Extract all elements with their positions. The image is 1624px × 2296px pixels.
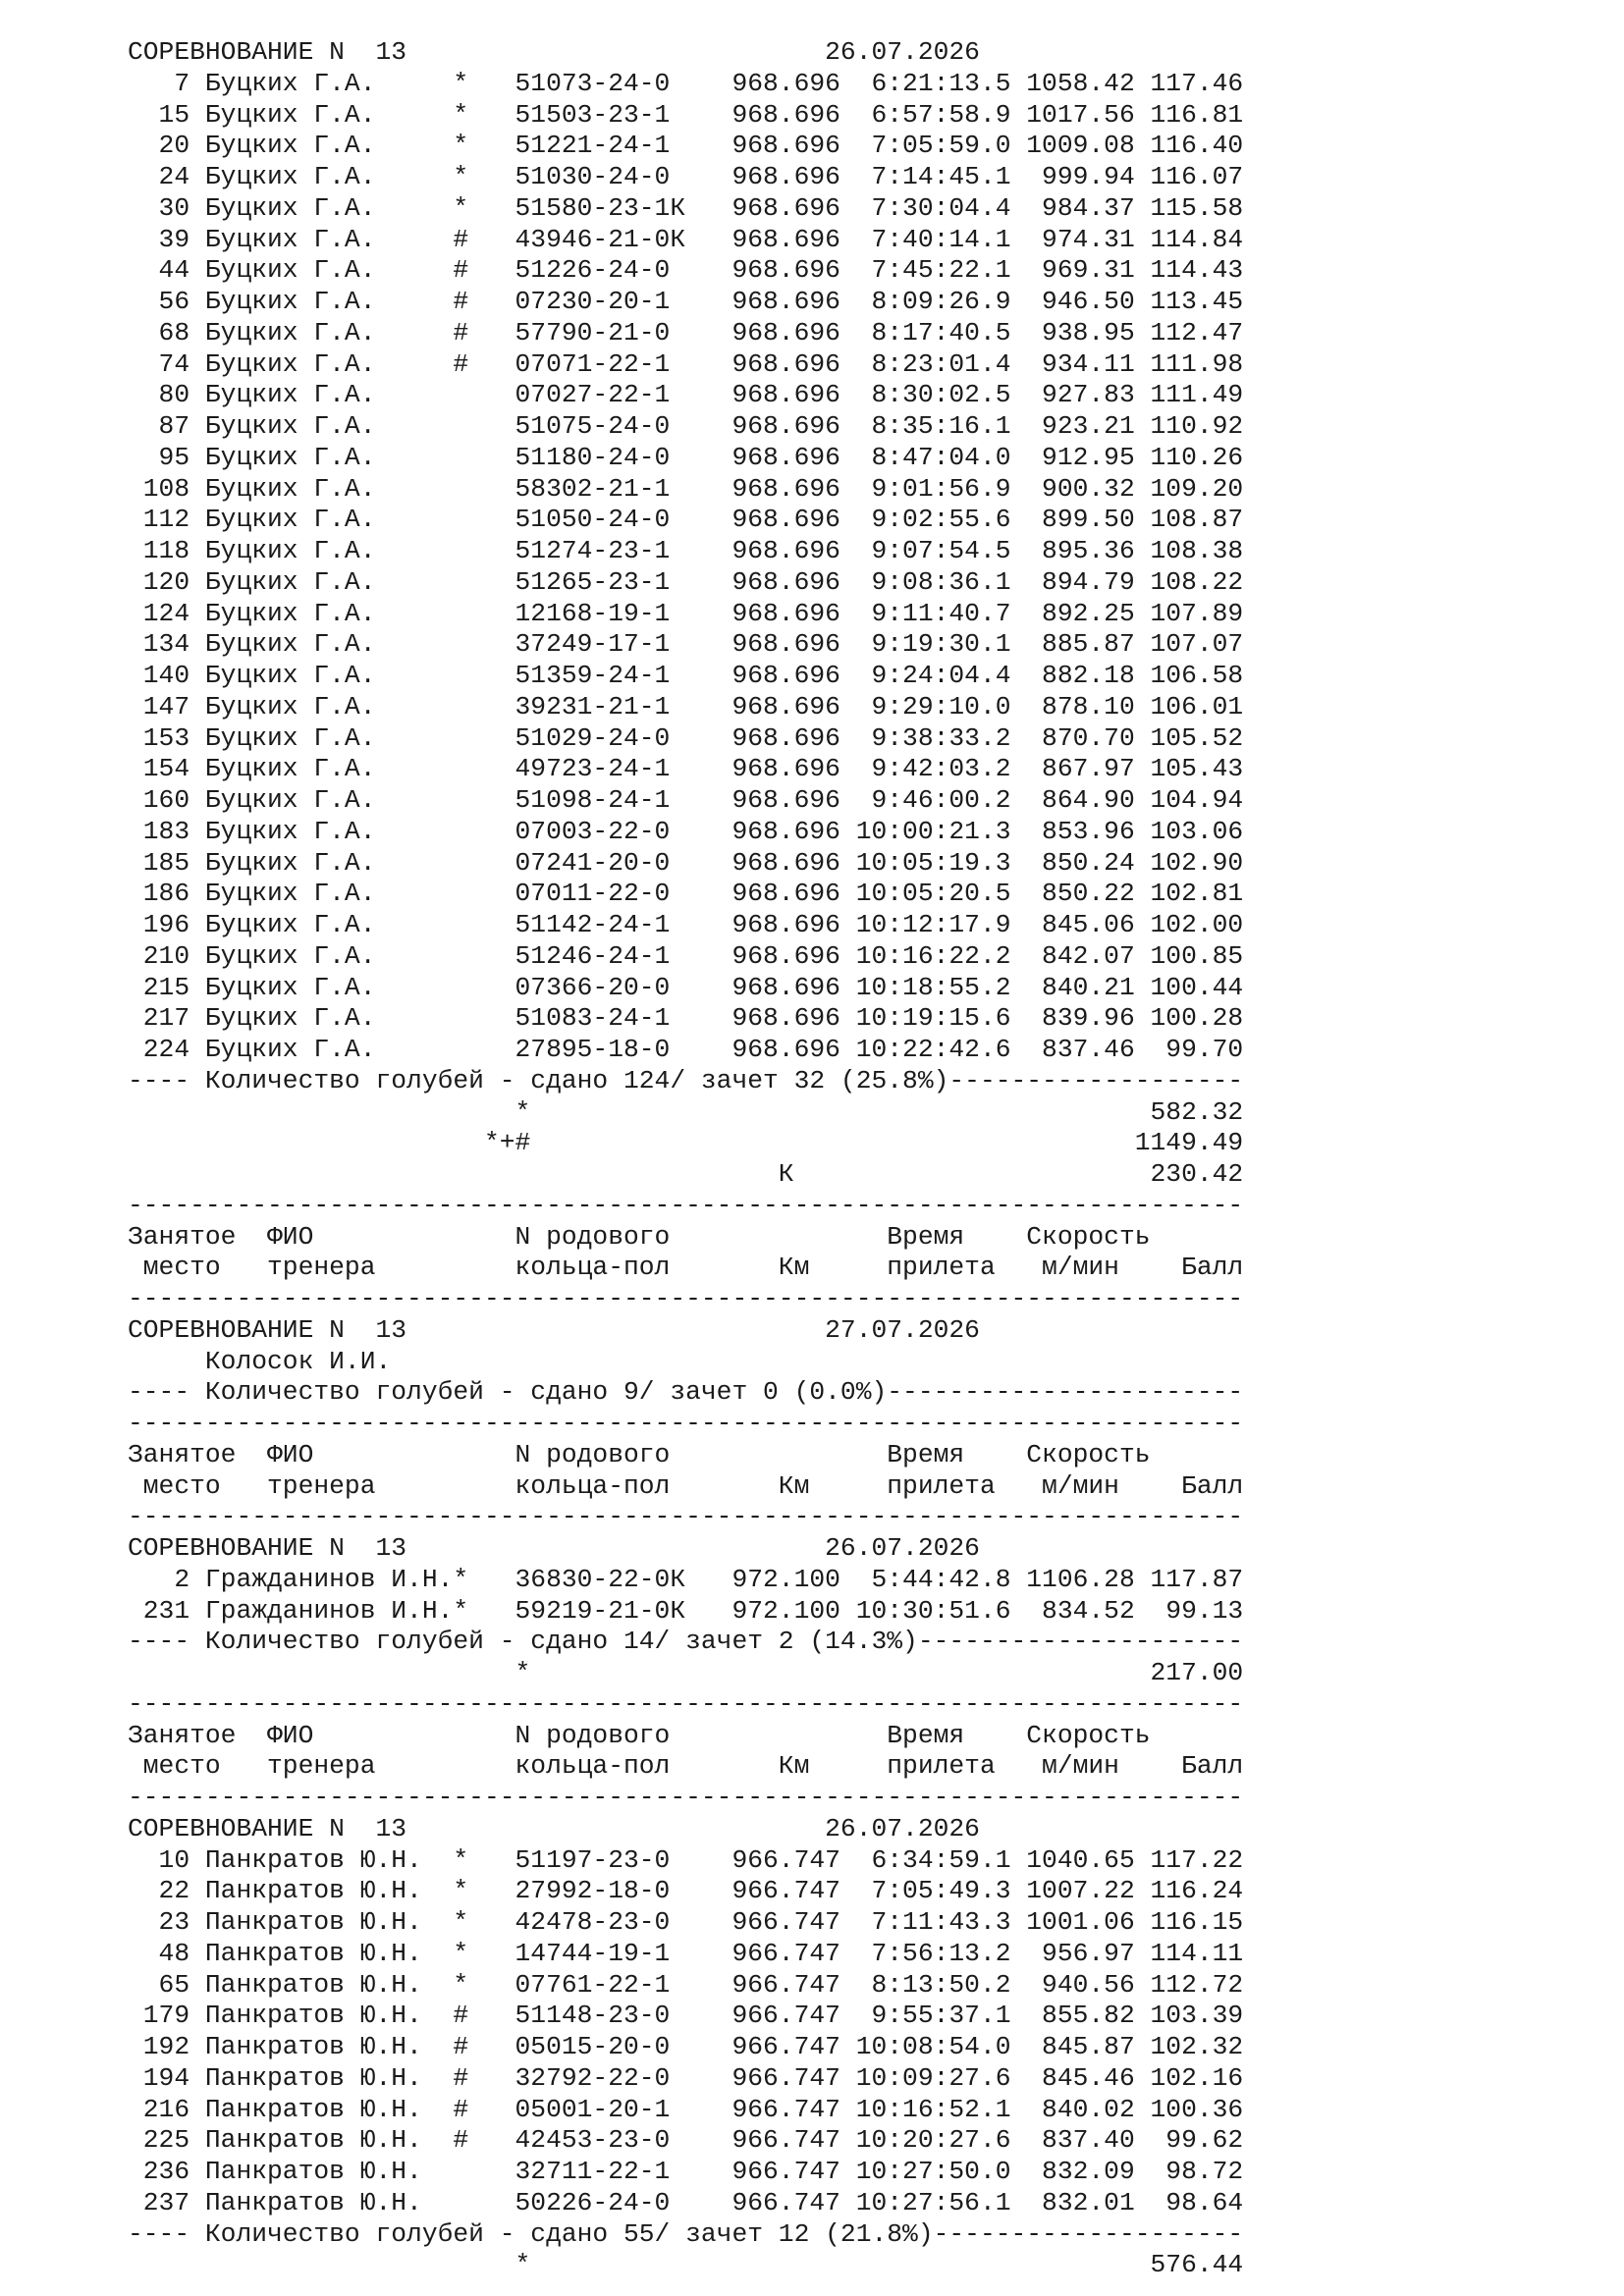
report-line: 217 Буцких Г.А. 51083-24-1 968.696 10:19:15.6 839.96 100.28 bbox=[128, 1003, 1244, 1034]
report-line: *+# 1149.49 bbox=[128, 1128, 1244, 1158]
report-line: 183 Буцких Г.А. 07003-22-0 968.696 10:00:21.3 853.96 103.06 bbox=[128, 816, 1244, 846]
report-line: Занятое ФИО N родового Время Скорость bbox=[128, 1720, 1151, 1750]
report-line: 186 Буцких Г.А. 07011-22-0 968.696 10:05:20.5 850.22 102.81 bbox=[128, 879, 1244, 909]
report-line: ------------------------------------------------------------------------ bbox=[128, 1783, 1244, 1812]
report-line: 39 Буцких Г.А. # 43946-21-0К 968.696 7:40:14.1 974.31 114.84 bbox=[128, 224, 1244, 254]
report-line: 153 Буцких Г.А. 51029-24-0 968.696 9:38:33.2 870.70 105.52 bbox=[128, 722, 1244, 753]
report-line: ---- Количество голубей - сдано 9/ зачет 0 (0.0%)----------------------- bbox=[128, 1377, 1244, 1408]
report-line: 10 Панкратов Ю.Н. * 51197-23-0 966.747 6:34:59.1 1040.65 117.22 bbox=[128, 1844, 1244, 1875]
report-line: СОРЕВНОВАНИЕ N 13 27.07.2026 bbox=[128, 1314, 980, 1345]
report-line: 68 Буцких Г.А. # 57790-21-0 968.696 8:17:40.5 938.95 112.47 bbox=[128, 317, 1244, 347]
report-line: ------------------------------------------------------------------------ bbox=[128, 1502, 1244, 1532]
report-line: ---- Количество голубей - сдано 124/ зачет 32 (25.8%)------------------- bbox=[128, 1065, 1244, 1095]
report-line: СОРЕВНОВАНИЕ N 13 26.07.2026 bbox=[128, 1813, 980, 1843]
report-line: 118 Буцких Г.А. 51274-23-1 968.696 9:07:54.5 895.36 108.38 bbox=[128, 536, 1244, 565]
report-line: 48 Панкратов Ю.Н. * 14744-19-1 966.747 7:56:13.2 956.97 114.11 bbox=[128, 1938, 1244, 1968]
report-line: 237 Панкратов Ю.Н. 50226-24-0 966.747 10:27:56.1 832.01 98.64 bbox=[128, 2187, 1244, 2217]
report-line: ------------------------------------------------------------------------ bbox=[128, 1688, 1244, 1719]
report-line: 147 Буцких Г.А. 39231-21-1 968.696 9:29:10.0 878.10 106.01 bbox=[128, 691, 1244, 721]
report-line: ---- Количество голубей - сдано 55/ зачет 12 (21.8%)-------------------- bbox=[128, 2218, 1244, 2249]
report-line: СОРЕВНОВАНИЕ N 13 26.07.2026 bbox=[128, 37, 980, 67]
report-line: * 576.44 bbox=[128, 2250, 1244, 2280]
report-line: 194 Панкратов Ю.Н. # 32792-22-0 966.747 10:09:27.6 845.46 102.16 bbox=[128, 2062, 1244, 2093]
report-line: 236 Панкратов Ю.Н. 32711-22-1 966.747 10:27:50.0 832.09 98.72 bbox=[128, 2157, 1244, 2186]
report-line: 134 Буцких Г.А. 37249-17-1 968.696 9:19:30.1 885.87 107.07 bbox=[128, 629, 1244, 660]
results-printout bbox=[128, 37, 1243, 2281]
report-line: СОРЕВНОВАНИЕ N 13 26.07.2026 bbox=[128, 1533, 980, 1563]
report-line: 65 Панкратов Ю.Н. * 07761-22-1 966.747 8:13:50.2 940.56 112.72 bbox=[128, 1969, 1244, 2000]
report-line: Колосок И.И. bbox=[128, 1346, 392, 1376]
report-line: ------------------------------------------------------------------------ bbox=[128, 1409, 1244, 1438]
report-line: 112 Буцких Г.А. 51050-24-0 968.696 9:02:55.6 899.50 108.87 bbox=[128, 505, 1244, 535]
report-line: ------------------------------------------------------------------------ bbox=[128, 1190, 1244, 1220]
report-line: 24 Буцких Г.А. * 51030-24-0 968.696 7:14:45.1 999.94 116.07 bbox=[128, 162, 1244, 191]
report-line: ---- Количество голубей - сдано 14/ зачет 2 (14.3%)--------------------- bbox=[128, 1627, 1244, 1657]
report-line: 95 Буцких Г.А. 51180-24-0 968.696 8:47:04.0 912.95 110.26 bbox=[128, 442, 1244, 472]
report-line: 124 Буцких Г.А. 12168-19-1 968.696 9:11:40.7 892.25 107.89 bbox=[128, 598, 1244, 628]
report-line: 44 Буцких Г.А. # 51226-24-0 968.696 7:45:22.1 969.31 114.43 bbox=[128, 255, 1244, 286]
report-line: 210 Буцких Г.А. 51246-24-1 968.696 10:16:22.2 842.07 100.85 bbox=[128, 940, 1244, 971]
report-line: 56 Буцких Г.А. # 07230-20-1 968.696 8:09:26.9 946.50 113.45 bbox=[128, 287, 1244, 316]
report-line: К 230.42 bbox=[128, 1159, 1244, 1189]
report-line: 30 Буцких Г.А. * 51580-23-1К 968.696 7:30:04.4 984.37 115.58 bbox=[128, 192, 1244, 223]
report-line: 231 Гражданинов И.Н.* 59219-21-0К 972.100 10:30:51.6 834.52 99.13 bbox=[128, 1595, 1244, 1626]
report-line: 108 Буцких Г.А. 58302-21-1 968.696 9:01:56.9 900.32 109.20 bbox=[128, 473, 1244, 504]
report-line: место тренера кольца-пол Км прилета м/мин Балл bbox=[128, 1470, 1244, 1501]
report-line: 192 Панкратов Ю.Н. # 05015-20-0 966.747 10:08:54.0 845.87 102.32 bbox=[128, 2032, 1244, 2061]
report-line: 23 Панкратов Ю.Н. * 42478-23-0 966.747 7:11:43.3 1001.06 116.15 bbox=[128, 1907, 1244, 1937]
report-line: 179 Панкратов Ю.Н. # 51148-23-0 966.747 9:55:37.1 855.82 103.39 bbox=[128, 2001, 1244, 2031]
report-line: Занятое ФИО N родового Время Скорость bbox=[128, 1439, 1151, 1469]
report-line: Занятое ФИО N родового Время Скорость bbox=[128, 1221, 1151, 1252]
report-line: 20 Буцких Г.А. * 51221-24-1 968.696 7:05:59.0 1009.08 116.40 bbox=[128, 131, 1244, 161]
report-line: 185 Буцких Г.А. 07241-20-0 968.696 10:05:19.3 850.24 102.90 bbox=[128, 847, 1244, 878]
report-line: 22 Панкратов Ю.Н. * 27992-18-0 966.747 7:05:49.3 1007.22 116.24 bbox=[128, 1876, 1244, 1906]
report-line: 80 Буцких Г.А. 07027-22-1 968.696 8:30:02.5 927.83 111.49 bbox=[128, 380, 1244, 410]
report-line: ------------------------------------------------------------------------ bbox=[128, 1284, 1244, 1313]
report-line: место тренера кольца-пол Км прилета м/мин Балл bbox=[128, 1751, 1244, 1782]
report-line: 15 Буцких Г.А. * 51503-23-1 968.696 6:57:58.9 1017.56 116.81 bbox=[128, 99, 1244, 130]
report-line: 74 Буцких Г.А. # 07071-22-1 968.696 8:23:01.4 934.11 111.98 bbox=[128, 348, 1244, 379]
report-line: * 217.00 bbox=[128, 1658, 1244, 1687]
report-line: 196 Буцких Г.А. 51142-24-1 968.696 10:12:17.9 845.06 102.00 bbox=[128, 910, 1244, 939]
report-line: 224 Буцких Г.А. 27895-18-0 968.696 10:22:42.6 837.46 99.70 bbox=[128, 1035, 1244, 1064]
report-line: 7 Буцких Г.А. * 51073-24-0 968.696 6:21:13.5 1058.42 117.46 bbox=[128, 68, 1244, 98]
report-line: 160 Буцких Г.А. 51098-24-1 968.696 9:46:00.2 864.90 104.94 bbox=[128, 785, 1244, 815]
report-line: 120 Буцких Г.А. 51265-23-1 968.696 9:08:36.1 894.79 108.22 bbox=[128, 566, 1244, 597]
report-line: 216 Панкратов Ю.Н. # 05001-20-1 966.747 10:16:52.1 840.02 100.36 bbox=[128, 2094, 1244, 2124]
report-line: 87 Буцких Г.А. 51075-24-0 968.696 8:35:16.1 923.21 110.92 bbox=[128, 411, 1244, 441]
report-line: 215 Буцких Г.А. 07366-20-0 968.696 10:18:55.2 840.21 100.44 bbox=[128, 972, 1244, 1002]
report-line: место тренера кольца-пол Км прилета м/мин Балл bbox=[128, 1253, 1244, 1283]
report-line: 225 Панкратов Ю.Н. # 42453-23-0 966.747 10:20:27.6 837.40 99.62 bbox=[128, 2125, 1244, 2156]
report-line: 154 Буцких Г.А. 49723-24-1 968.696 9:42:03.2 867.97 105.43 bbox=[128, 754, 1244, 784]
report-line: 2 Гражданинов И.Н.* 36830-22-0К 972.100 5:44:42.8 1106.28 117.87 bbox=[128, 1564, 1244, 1594]
report-line: 140 Буцких Г.А. 51359-24-1 968.696 9:24:04.4 882.18 106.58 bbox=[128, 661, 1244, 690]
report-line: * 582.32 bbox=[128, 1096, 1244, 1127]
